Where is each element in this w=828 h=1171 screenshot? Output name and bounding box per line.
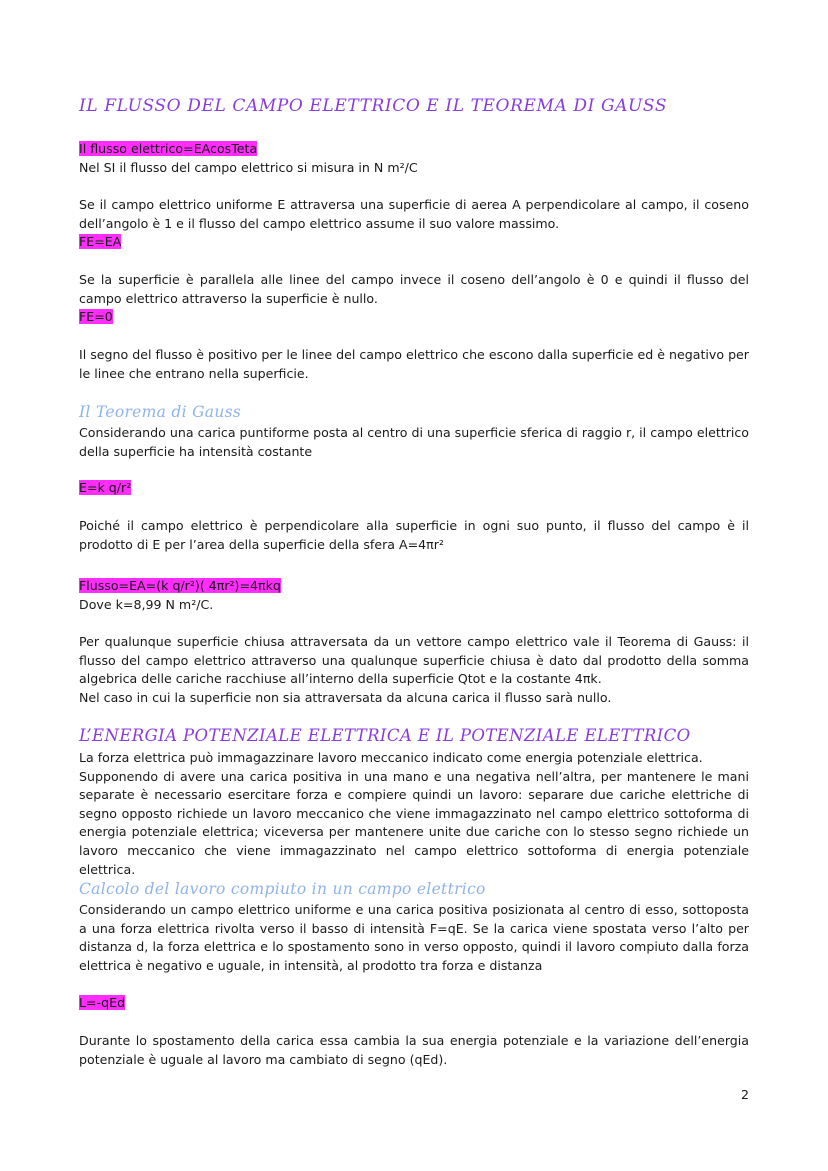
- para-sign: Il segno del flusso è positivo per le linee del campo elettrico che escono dalla superficie ed è negativo per le linee che entrano nella superficie.: [79, 347, 749, 381]
- gauss-section: [79, 401, 749, 423]
- subtitle-work: Calcolo del lavoro compiuto in un campo elettrico: [79, 880, 486, 898]
- work-block: [79, 901, 749, 975]
- flux-formula-block: [79, 577, 749, 614]
- page-number: 2: [741, 1087, 750, 1102]
- subtitle-gauss: Il Teorema di Gauss: [79, 403, 242, 421]
- para-final: Durante lo spostamento della carica essa cambia la sua energia potenziale e la variazione dell’energia potenziale è uguale al lavoro ma cambiato di segno (qEd).: [79, 1033, 749, 1067]
- para-null-flux: Nel caso in cui la superficie non sia attraversata da alcuna carica il flusso sarà nullo.: [79, 689, 612, 705]
- formula-fe-ea: FE=EA: [79, 234, 122, 250]
- gauss-intro-block: [79, 424, 749, 461]
- page-title: IL FLUSSO DEL CAMPO ELETTRICO E IL TEOREMA DI GAUSS: [79, 96, 668, 116]
- energy-section: [79, 724, 749, 748]
- para-perpendicular: Se il campo elettrico uniforme E attraversa una superficie di aerea A perpendicolare al campo, il coseno dell’angolo è 1 e il flusso del campo elettrico assume il suo valore massimo.: [79, 197, 749, 231]
- perpendicular-block: [79, 196, 749, 252]
- para-energy-1: La forza elettrica può immagazzinare lavoro meccanico indicato come energia potenziale elettrica.: [79, 750, 703, 765]
- energy-block: [79, 749, 749, 879]
- formula-l: L=-qEd: [79, 995, 126, 1010]
- formula-fe-0: FE=0: [79, 309, 113, 325]
- final-block: [79, 1032, 749, 1069]
- perpendicular2-block: [79, 517, 749, 554]
- sign-block: [79, 346, 749, 383]
- k-value: Dove k=8,99 N m²/C.: [79, 596, 214, 612]
- flux-definition-block: [79, 140, 749, 177]
- formula-l-block: [79, 994, 749, 1013]
- formula-flux: Flusso=EA=(k q/r²)( 4πr²)=4πkq: [79, 578, 281, 593]
- para-gauss-intro: Considerando una carica puntiforme posta al centro di una superficie sferica di raggio r, il campo elettrico della superficie ha intensità costante: [79, 425, 749, 459]
- parallel-block: [79, 271, 749, 327]
- para-work: Considerando un campo elettrico uniforme e una carica positiva posizionata al centro di esso, sottoposta a una forza elettrica rivolta verso il basso di intensità F=qE. Se la carica viene spostata verso l’alto per distanza d, la forza elettrica e lo spostamento sono in verso opposto, quindi il lavoro compiuto dalla forza elettrica è negativo e uguale, in intensità, al prodotto tra forza e distanza: [79, 902, 749, 973]
- work-section: [79, 878, 749, 900]
- flux-unit: Nel SI il flusso del campo elettrico si misura in N m²/C: [79, 159, 418, 175]
- para-energy-2: Supponendo di avere una carica positiva in una mano e una negativa nell’altra, per mantenere le mani separate è necessario esercitare forza e compiere quindi un lavoro: separare due cariche elettriche di segno opposto richiede un lavoro meccanico che viene immagazzinato nel campo elettrico sottoforma di energia potenziale elettrica; viceversa per mantenere unite due cariche con lo stesso segno richiede un lavoro meccanico che viene immagazzinato nel campo elettrico sottoforma di energia potenziale elettrica.: [79, 768, 749, 877]
- gauss-theorem-block: [79, 633, 749, 707]
- para-perpendicular-2: Poiché il campo elettrico è perpendicolare alla superficie in ogni suo punto, il flusso del campo è il prodotto di E per l’area della superficie della sfera A=4πr²: [79, 518, 749, 552]
- formula-e-block: [79, 479, 749, 498]
- flux-definition: Il flusso elettrico=EAcosTeta: [79, 141, 258, 156]
- para-parallel: Se la superficie è parallela alle linee del campo invece il coseno dell’angolo è 0 e quindi il flusso del campo elettrico attraverso la superficie è nullo.: [79, 272, 749, 306]
- title-energy: L’ENERGIA POTENZIALE ELETTRICA E IL POTENZIALE ELETTRICO: [79, 726, 691, 745]
- para-gauss-theorem: Per qualunque superficie chiusa attraversata da un vettore campo elettrico vale il Teorema di Gauss: il flusso del campo elettrico attraverso una qualunque superficie chiusa è dato dal prodotto della somma algebrica delle cariche racchiuse all’interno della superficie Qtot e la costante 4πk.: [79, 634, 749, 687]
- formula-e: E=k q/r²: [79, 480, 132, 495]
